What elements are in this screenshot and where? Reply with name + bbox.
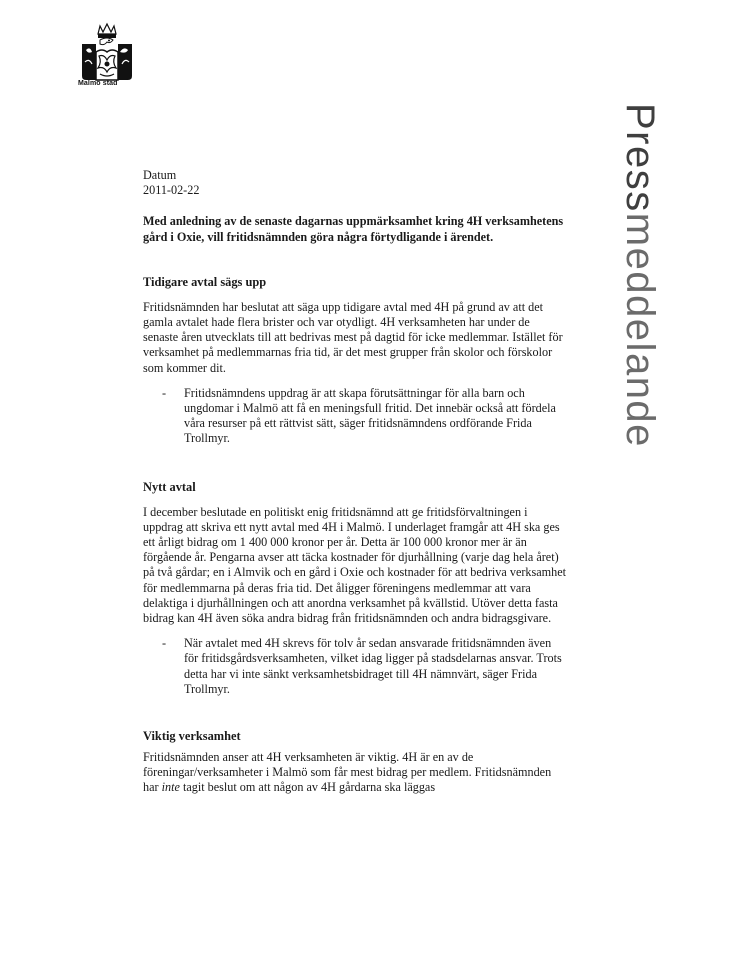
paragraph-emphasis: inte [161, 780, 180, 795]
quote-text: Fritidsnämndens uppdrag är att skapa förutsättningar för alla barn och ungdomar i Malmö att få en meningsfull fritid. Det innebär också att fördela våra resurser på ett rättvist sätt, säger fritidsnämndens ordförande Frida Trollmyr. [184, 385, 556, 446]
logo-caption: Malmö stad [78, 80, 118, 87]
vertical-title [620, 103, 660, 448]
section-heading-prev-agreement: Tidigare avtal sägs upp [143, 274, 267, 289]
paragraph-text-part2: tagit beslut om att någon av 4H gårdarna ska läggas [179, 780, 436, 795]
section-heading-important-activity: Viktig verksamhet [143, 729, 241, 744]
quote-dash: - [162, 385, 167, 400]
paragraph-text-part1: Fritidsnämnden anser att 4H verksamheten är viktig. 4H är en av de föreningar/verksamheter i Malmö som får mest bidrag per medlem. Fritidsnämnden har [143, 750, 552, 795]
quote-dash: - [162, 636, 167, 651]
vertical-title-meddelande: meddelande [618, 212, 662, 448]
new-agreement-paragraph: I december beslutade en politiskt enig fritidsnämnd att ge fritidsförvaltningen i uppdrag att skriva ett nytt avtal med 4H i Malmö. I underlaget framgår att 4H ska ges ett årligt bidrag om 1 400 000 kronor per år. Detta är 100 000 kronor mer är än förgående år. Pengarna avser att täcka kostnader för djurhållning (varje dag hela året) på två gårdar; en i Almvik och en gård i Oxie och kostnader för att bedriva verksamhet för medlemmarna på deras fria tid. Det åligger föreningens medlemmar att vara delaktiga i djurhållningen och att anordna verksamhet på kvällstid. Utöver detta fasta bidrag kan 4H även söka andra bidrag från fritidsnämnden och andra bidragsgivare. [143, 504, 567, 626]
press-release-body [143, 168, 568, 796]
quote-text: När avtalet med 4H skrevs för tolv år sedan ansvarade fritidsnämnden även för fritidsgårdsverksamheten, vilket idag ligger på stadsdelarnas ansvar. Trots detta har vi inte sänkt verksamhetsbidraget till 4H nämnvärt, säger Frida Trollmyr. [184, 636, 562, 696]
new-agreement-quote [162, 636, 562, 697]
date-value: 2011-02-22 [143, 183, 200, 198]
prev-agreement-quote [162, 386, 562, 447]
important-activity-paragraph [143, 750, 568, 796]
section-heading-new-agreement: Nytt avtal [143, 479, 196, 494]
prev-agreement-paragraph: Fritidsnämnden har beslutat att säga upp tidigare avtal med 4H på grund av att det gamla avtalet hade flera brister och var otydligt. 4H verksamheten har under de senaste åren utvecklats till att bedrivas mest på dagtid för icke medlemmar. Istället för verksamhet på medlemmarnas fria tid, är det mest grupper från skolor och förskolor som kommer dit. [143, 299, 563, 375]
vertical-title-press: Press [618, 103, 662, 213]
lead-paragraph: Med anledning av de senaste dagarnas uppmärksamhet kring 4H verksamhetens gård i Oxie, vill fritidsnämnden göra några förtydligande i ärendet. [143, 214, 564, 244]
date-label: Datum [143, 168, 177, 182]
